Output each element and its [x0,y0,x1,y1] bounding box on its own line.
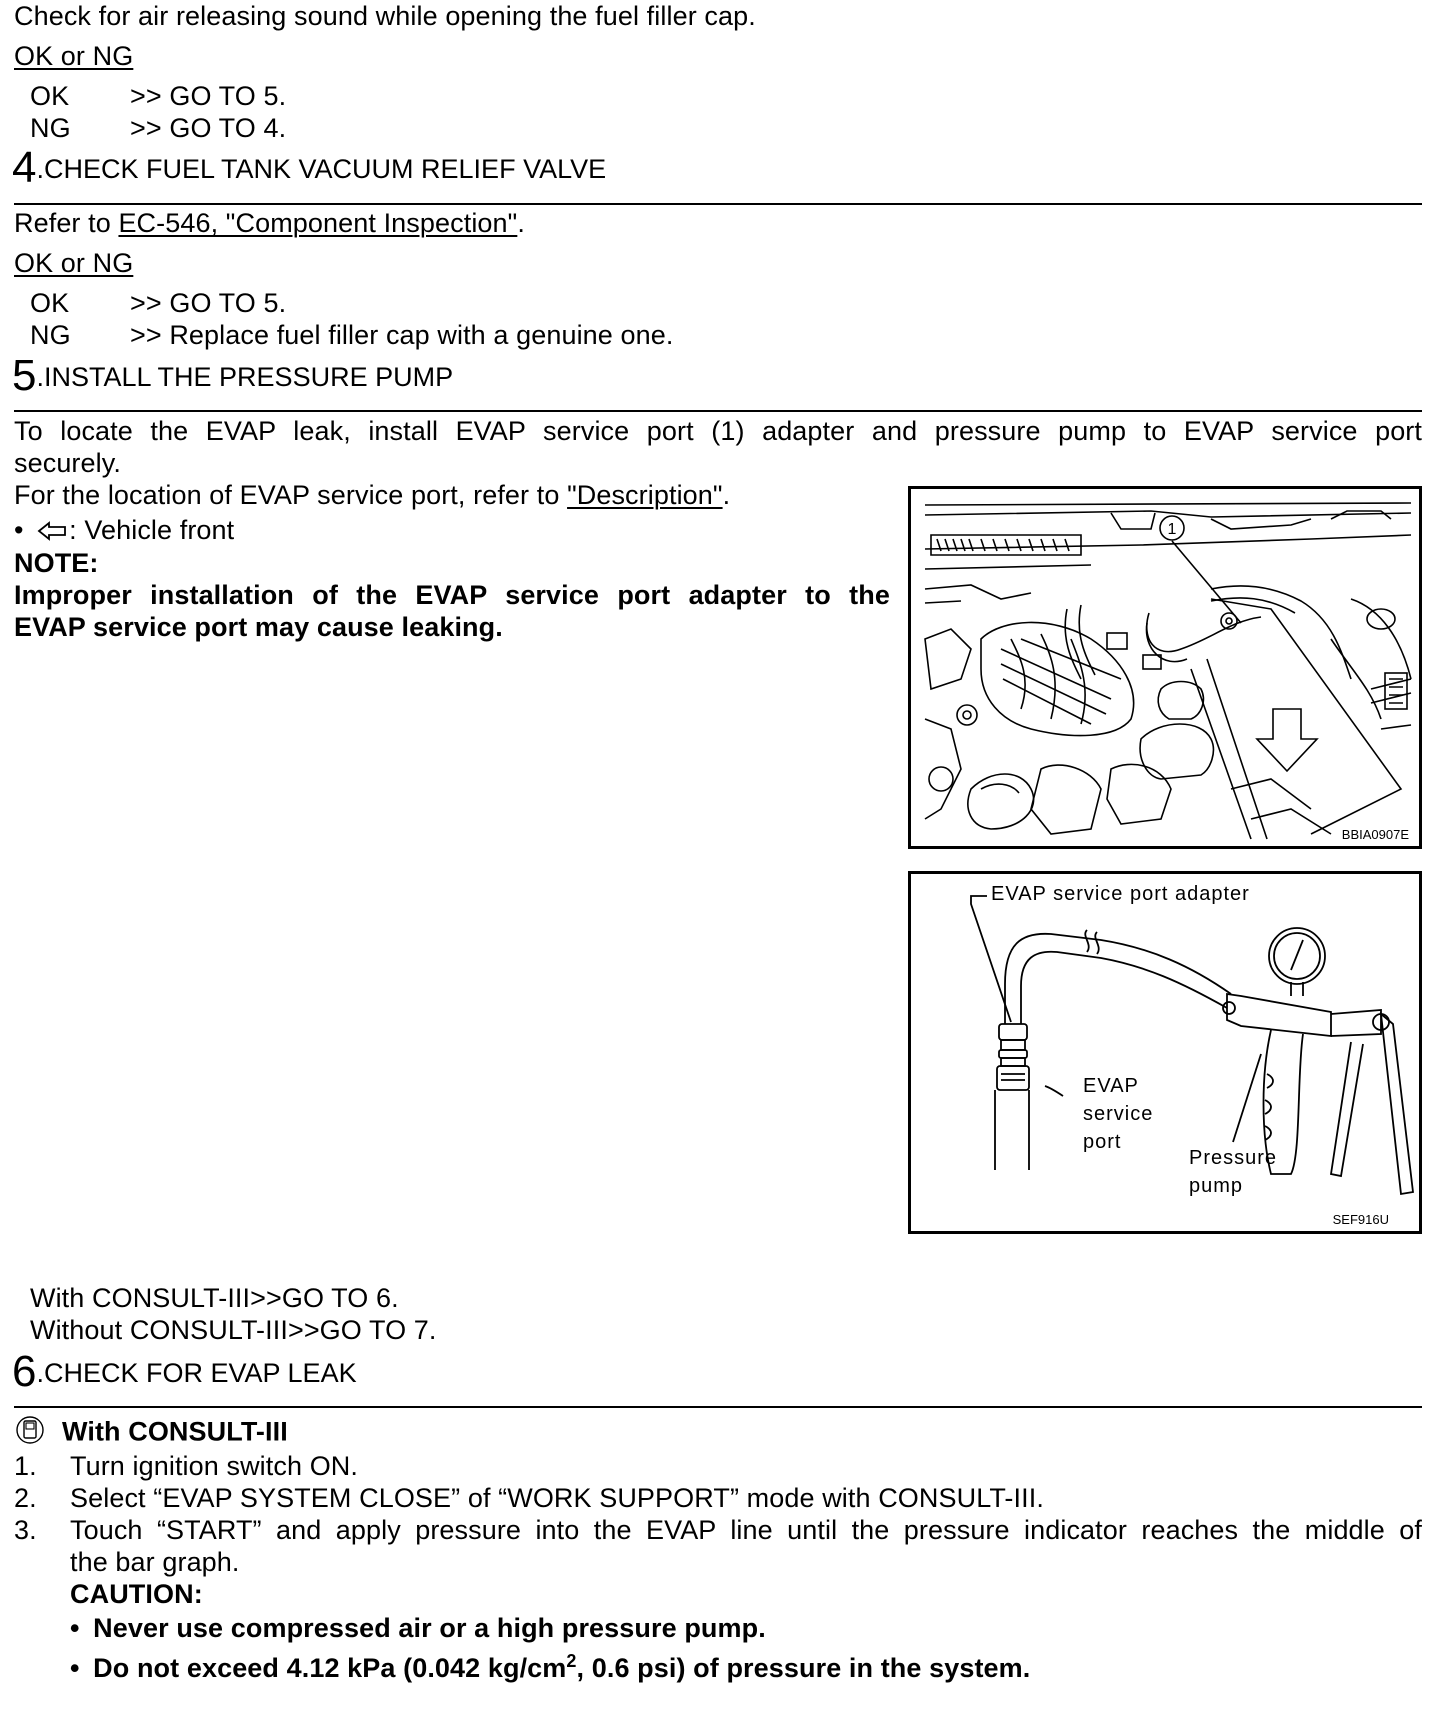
caution-item-2 [70,1652,1030,1684]
step-6-item-1-number: 1. [14,1451,37,1481]
caution-2-text [93,1653,1030,1683]
step-5-instruction-line-2: securely. [14,448,121,478]
note-line-1: Improper installation of the EVAP service port adapter to the [14,580,890,610]
caution-1-text: Never use compressed air or a high pressure pump. [93,1613,766,1643]
without-consult-goto-link[interactable]: Without CONSULT-III>>GO TO 7. [30,1315,437,1345]
caution-item-1 [70,1612,766,1644]
vehicle-front-arrow-icon [37,516,69,548]
step-4-number: 4 [12,143,37,192]
location-suffix: . [722,480,731,510]
port-label-3: port [1083,1131,1122,1153]
step-4-divider [14,203,1422,205]
step-6-item-3-text: Touch “START” and apply pressure into the EVAP line until the pressure indicator reaches the middle of [70,1515,1422,1545]
step-4-heading [12,143,607,192]
ng-action-link[interactable]: >> GO TO 4. [130,113,287,143]
check-air-sound-text: Check for air releasing sound while opening the fuel filler cap. [14,1,756,31]
step-6-item-2-number: 2. [14,1483,37,1513]
ok-or-ng-heading: OK or NG [14,41,134,71]
step-4-ng-label: NG [30,320,71,350]
step-4-ok-label: OK [30,288,70,318]
step-5-location-text [14,479,730,511]
ok-label: OK [30,81,70,111]
caution-label: CAUTION: [70,1579,203,1609]
engine-bay-figure [908,486,1422,849]
step-6-title: .CHECK FOR EVAP LEAK [36,1358,357,1388]
caution-2-bullet: • [70,1653,80,1683]
description-link[interactable]: "Description" [567,480,723,510]
with-consult-heading-text: With CONSULT-III [62,1416,288,1447]
step-6-heading [12,1347,357,1396]
ng-label: NG [30,113,71,143]
consult-tool-icon [14,1415,48,1452]
step-6-divider [14,1406,1422,1408]
refer-suffix: . [517,208,525,238]
step-4-title: .CHECK FUEL TANK VACUUM RELIEF VALVE [36,154,607,184]
step-5-divider [14,410,1422,412]
step-6-item-1-text: Turn ignition switch ON. [70,1451,358,1481]
note-line-2: EVAP service port may cause leaking. [14,612,503,642]
figure-2-code: SEF916U [1332,1212,1389,1227]
step-5-heading [12,351,454,400]
note-label: NOTE: [14,548,99,578]
port-label-1: EVAP [1083,1075,1139,1097]
refer-prefix: Refer to [14,208,119,238]
step-4-ng-action-text: >> Replace fuel filler cap with a genuine one. [130,320,674,350]
ok-action-link[interactable]: >> GO TO 5. [130,81,287,111]
callout-1: 1 [1167,521,1177,538]
vehicle-front-bullet [14,514,234,548]
step-4-refer-text [14,207,525,239]
step-4-ok-or-ng-heading: OK or NG [14,248,134,278]
adapter-label: EVAP service port adapter [991,883,1250,905]
caution-2-part-b: , 0.6 psi) of pressure in the system. [576,1653,1031,1683]
step-5-title: .INSTALL THE PRESSURE PUMP [36,362,454,392]
step-6-item-2-text: Select “EVAP SYSTEM CLOSE” of “WORK SUPPORT” mode with CONSULT-III. [70,1483,1044,1513]
bullet-dot: • [14,515,24,545]
location-prefix: For the location of EVAP service port, refer to [14,480,568,510]
vehicle-front-text: : Vehicle front [69,515,235,545]
step-6-number: 6 [12,1347,37,1396]
pressure-pump-illustration [911,874,1419,1231]
step-6-item-3-continuation: the bar graph. [70,1547,240,1577]
figure-1-code: BBIA0907E [1341,827,1409,842]
caution-2-part-a: Do not exceed 4.12 kPa (0.042 kg/cm [93,1653,567,1683]
with-consult-goto-link[interactable]: With CONSULT-III>>GO TO 6. [30,1283,399,1313]
caution-2-superscript: 2 [566,1651,577,1671]
step-4-ok-action-link[interactable]: >> GO TO 5. [130,288,287,318]
step-5-instruction-line-1: To locate the EVAP leak, install EVAP service port (1) adapter and pressure pump to EVAP service port [14,416,1422,446]
component-inspection-link[interactable]: EC-546, "Component Inspection" [118,208,518,238]
step-5-number: 5 [12,351,37,400]
pump-label-2: pump [1189,1175,1244,1197]
engine-bay-illustration [911,489,1419,846]
pressure-pump-figure [908,871,1422,1234]
with-consult-heading [14,1415,288,1452]
port-label-2: service [1083,1103,1154,1125]
pump-label-1: Pressure [1189,1147,1278,1169]
caution-1-bullet: • [70,1613,80,1643]
step-6-item-3-number: 3. [14,1515,37,1545]
